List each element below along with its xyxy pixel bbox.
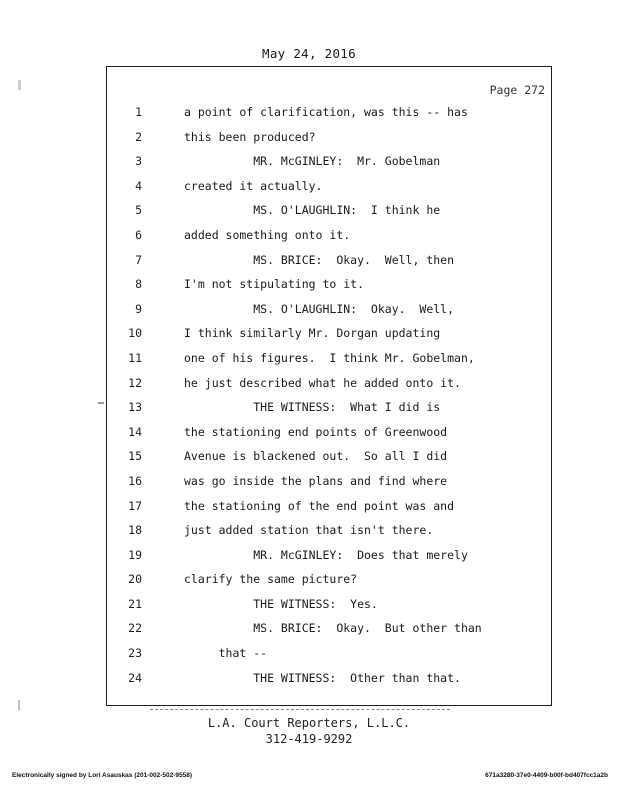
line-number: 5 (135, 203, 142, 218)
bottom-dash-line (150, 709, 450, 710)
transcript-line: MS. BRICE: Okay. Well, then (184, 252, 455, 267)
scan-mark (18, 700, 20, 710)
transcript-line: MR. McGINLEY: Does that merely (184, 547, 468, 562)
transcript-line: this been produced? (184, 129, 316, 144)
transcript-line: Avenue is blackened out. So all I did (184, 449, 448, 464)
line-number: 18 (128, 523, 142, 538)
line-number: 8 (135, 277, 142, 292)
page-number: Page 272 (489, 83, 545, 97)
transcript-line: that -- (184, 646, 268, 661)
page-header-date: May 24, 2016 (262, 46, 356, 61)
line-number: 6 (135, 227, 142, 242)
transcript-line: the stationing of the end point was and (184, 498, 455, 513)
transcript-line: just added station that isn't there. (184, 523, 434, 538)
line-number: 20 (128, 572, 142, 587)
transcript-line: THE WITNESS: Yes. (184, 596, 378, 611)
line-number: 4 (135, 178, 142, 193)
transcript-line: THE WITNESS: Other than that. (184, 670, 461, 685)
footer-reporter: L.A. Court Reporters, L.L.C. (207, 716, 411, 730)
transcript-line: MS. BRICE: Okay. But other than (184, 621, 482, 636)
transcript-line: he just described what he added onto it. (184, 375, 461, 390)
line-number: 14 (128, 424, 142, 439)
transcript-line: the stationing end points of Greenwood (184, 424, 448, 439)
transcript-line: MR. McGINLEY: Mr. Gobelman (184, 154, 441, 169)
transcript-line: THE WITNESS: What I did is (184, 400, 441, 415)
transcript-line: added something onto it. (184, 227, 351, 242)
line-number: 3 (135, 154, 142, 169)
scan-mark (98, 402, 104, 404)
footer-phone: 312-419-9292 (265, 732, 353, 746)
line-number-column (110, 104, 142, 694)
line-number: 12 (128, 375, 142, 390)
electronic-signature-left: Electronically signed by Lori Asauskas (201-002-502-9558) (12, 772, 193, 779)
line-number: 13 (128, 400, 142, 415)
line-number: 17 (128, 498, 142, 513)
transcript-text-column (184, 104, 544, 694)
line-number: 9 (135, 301, 142, 316)
transcript-line: I'm not stipulating to it. (184, 277, 365, 292)
transcript-line: one of his figures. I think Mr. Gobelman, (184, 350, 475, 365)
line-number: 19 (128, 547, 142, 562)
line-number: 2 (135, 129, 142, 144)
line-number: 23 (128, 646, 142, 661)
scan-mark (18, 80, 21, 90)
line-number: 11 (128, 350, 142, 365)
electronic-signature-right: 671a3280-37e0-4409-b00f-bd407fcc1a2b (485, 772, 608, 779)
line-number: 21 (128, 596, 142, 611)
line-number: 1 (135, 105, 142, 119)
line-number: 24 (128, 670, 142, 685)
transcript-line: a point of clarification, was this -- has (184, 105, 468, 119)
transcript-line: MS. O'LAUGHLIN: I think he (184, 203, 441, 218)
transcript-line: MS. O'LAUGHLIN: Okay. Well, (184, 301, 455, 316)
transcript-line: was go inside the plans and find where (184, 473, 448, 488)
line-number: 15 (128, 449, 142, 464)
line-number: 7 (135, 252, 142, 267)
line-number: 22 (128, 621, 142, 636)
transcript-line: I think similarly Mr. Dorgan updating (184, 326, 441, 341)
transcript-line: created it actually. (184, 178, 323, 193)
line-number: 16 (128, 473, 142, 488)
transcript-line: clarify the same picture? (184, 572, 358, 587)
line-number: 10 (128, 326, 142, 341)
